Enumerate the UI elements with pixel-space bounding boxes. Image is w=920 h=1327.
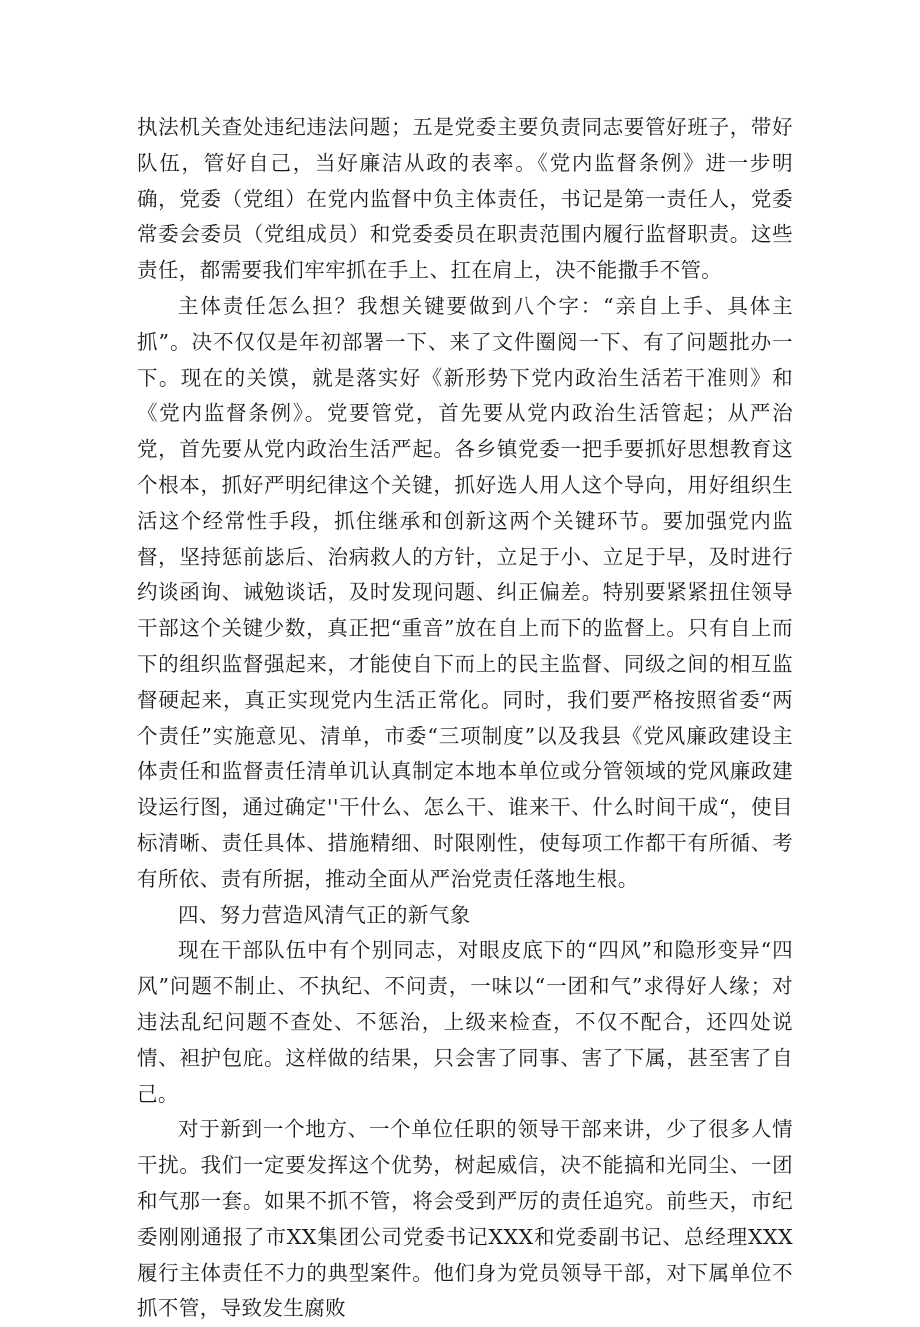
paragraph-3: 现在干部队伍中有个别同志，对眼皮底下的“四风”和隐形变异“四风”问题不制止、不执纪、不问责，一味以“一团和气”求得好人缘；对违法乱纪问题不查处、不惩治，上级来检查，不仅不配合，还四处说情、袒护包庇。这样做的结果，只会害了同事、害了下属，甚至害了自己。: [137, 938, 793, 1106]
section-heading: 四、努力营造风清气正的新气象: [178, 902, 471, 927]
paragraph-2: 主体责任怎么担？我想关键要做到八个字：“亲自上手、具体主抓”。决不仅仅是年初部署一下、来了文件圈阅一下、有了问题批办一下。现在的关馍，就是落实好《新形势下党内政治生活若干准则》和《党内监督条例》。党要管党，首先要从党内政治生活管起；从严治党，首先要从党内政治生活严起。各乡镇党委一把手要抓好思想教育这个根本，抓好严明纪律这个关键，抓好选人用人这个导向，用好组织生活这个经常性手段，抓住继承和创新这两个关键环节。要加强党内监督，坚持惩前毖后、治病救人的方针，立足于小、立足于早，及时进行约谈函询、诫勉谈话，及时发现问题、纠正偏差。特别要紧紧扭住领导干部这个关键少数，真正把“重音”放在自上而下的监督上。只有自上而下的组织监督强起来，才能使自下而上的民主监督、同级之间的相互监督硬起来，真正实现党内生活正常化。同时，我们要严格按照省委“两个责任”实施意见、清单，市委“三项制度”以及我县《党风廉政建设主体责任和监督责任清单讥认真制定本地本单位或分管领域的党风廉政建设运行图，通过确定''干什么、怎么干、谁来干、什么时间干成“，使目标清晰、责任具体、措施精细、时限刚性，使每项工作都干有所循、考有所依、责有所据，推动全面从严治党责任落地生根。: [137, 293, 793, 891]
paragraph-1: 执法机关查处违纪违法问题；五是党委主要负责同志要管好班子，带好队伍，管好自己，当好廉洁从政的表率。《党内监督条例》进一步明确，党委（党组）在党内监督中负主体责任，书记是第一责任人，党委常委会委员（党组成员）和党委委员在职责范围内履行监督职责。这些责任，都需要我们牢牢抓在手上、扛在肩上，决不能撒手不管。: [137, 115, 793, 283]
document-body: [137, 110, 793, 1327]
paragraph-4: 对于新到一个地方、一个单位任职的领导干部来讲，少了很多人情干扰。我们一定要发挥这个优势，树起威信，决不能搞和光同尘、一团和气那一套。如果不抓不管，将会受到严厉的责任追究。前些天，市纪委刚刚通报了市XX集团公司党委书记XXX和党委副书记、总经理XXX履行主体责任不力的典型案件。他们身为党员领导干部，对下属单位不抓不管，导致发生腐败: [137, 1117, 793, 1321]
